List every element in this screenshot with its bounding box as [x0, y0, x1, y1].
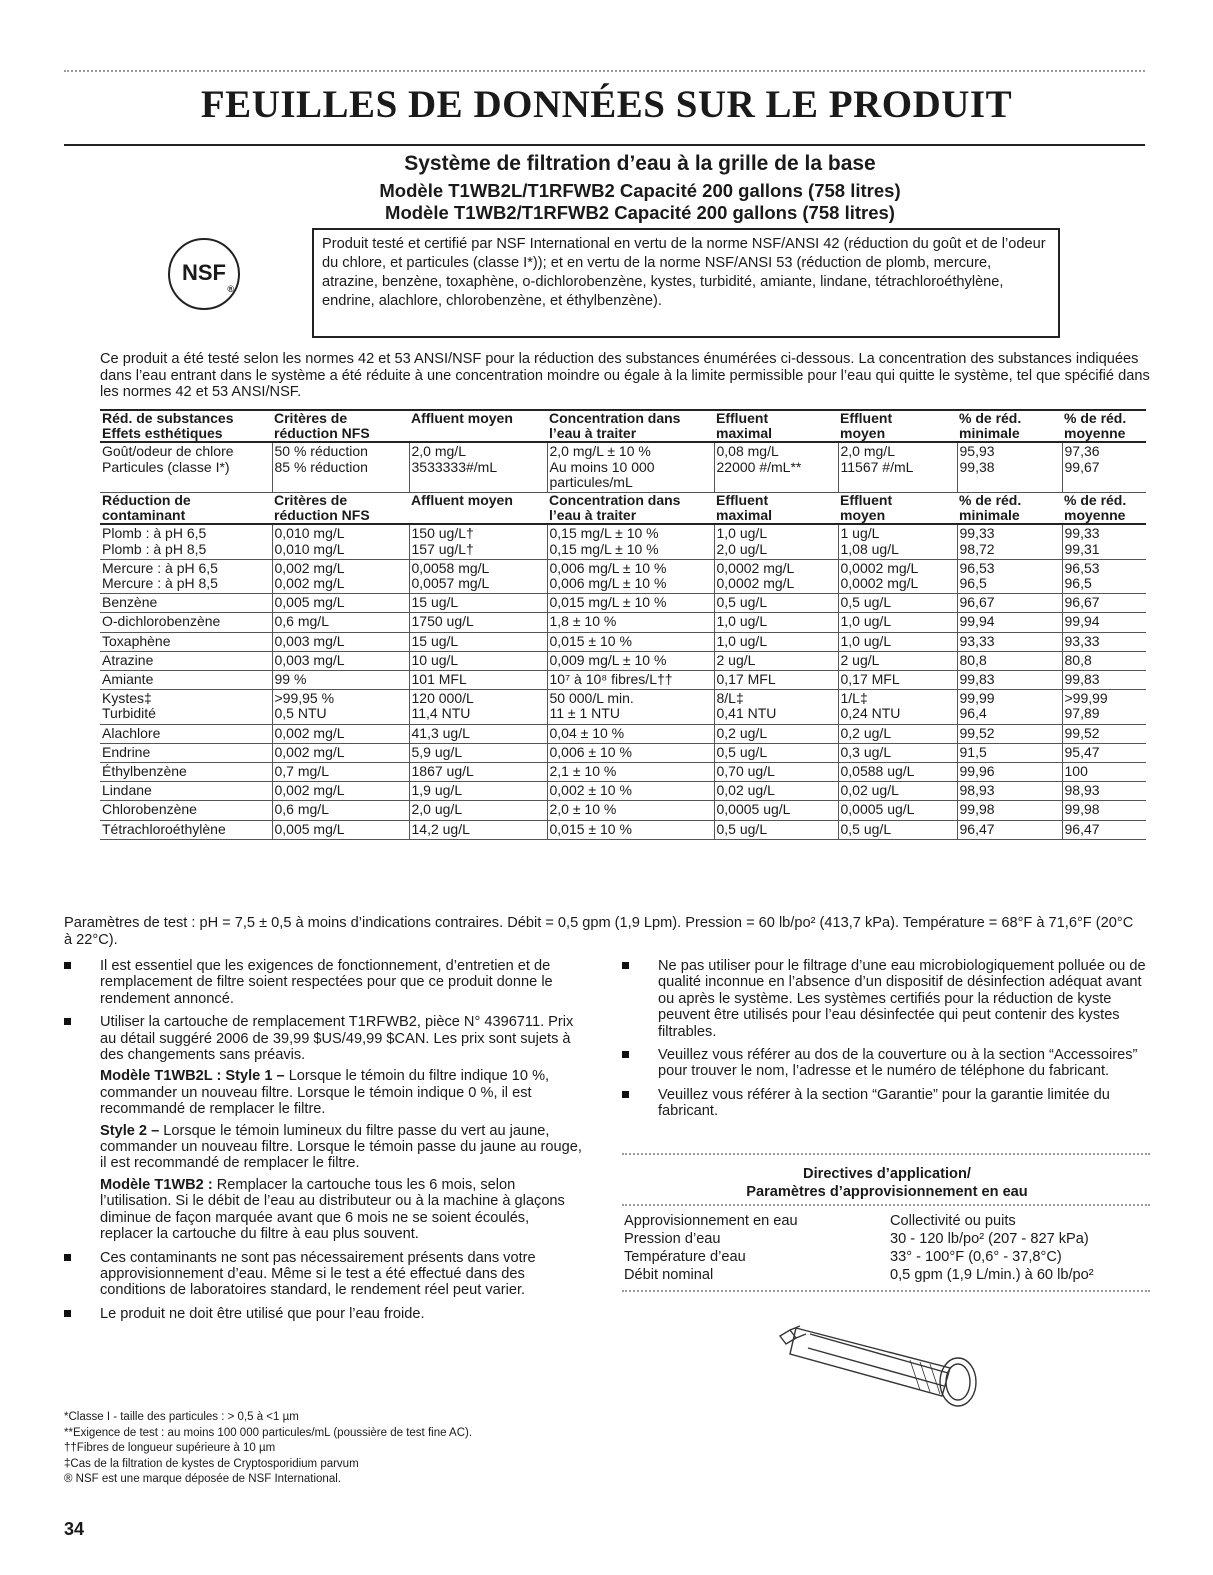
directives-row: [622, 1230, 1152, 1248]
table-cell: 99,98: [957, 801, 1062, 820]
table-cell: 96,47: [1062, 820, 1146, 839]
table-cell: O-dichlorobenzène: [100, 613, 272, 632]
table-cell: >99,99 97,89: [1062, 690, 1146, 724]
table-header-row: [100, 410, 1146, 442]
table-row: [100, 442, 1146, 492]
table-cell: 80,8: [1062, 651, 1146, 670]
table-cell: 93,33: [957, 632, 1062, 651]
table-cell: 0,5 ug/L: [714, 820, 838, 839]
parameter-value: 33° - 100°F (0,6° - 37,8°C): [890, 1249, 1062, 1265]
table-cell: 1 ug/L 1,08 ug/L: [838, 524, 957, 559]
directives-title-2: Paramètres d’approvisionnement en eau: [746, 1184, 1028, 1200]
column-header: Effluent moyen: [838, 493, 957, 525]
table-cell: 0,6 mg/L: [272, 613, 409, 632]
column-header: % de réd. minimale: [957, 493, 1062, 525]
table-cell: 0,003 mg/L: [272, 632, 409, 651]
model-line-2: Modèle T1WB2/T1RFWB2 Capacité 200 gallons (758 litres): [385, 202, 895, 223]
table-cell: 0,006 mg/L ± 10 % 0,006 mg/L ± 10 %: [547, 559, 714, 593]
table-cell: 99,94: [1062, 613, 1146, 632]
table-cell: 1,9 ug/L: [409, 782, 547, 801]
nsf-logo: NSF ®: [168, 238, 240, 310]
table-header-row: [100, 493, 1146, 525]
table-cell: 96,47: [957, 820, 1062, 839]
test-parameters: Paramètres de test : pH = 7,5 ± 0,5 à moins d’indications contraires. Débit = 0,5 gpm (1,9 Lpm). Pression = 60 lb/po² (413,7 kPa). Température = 68°F à 71,6°F (20°C à 22°C).: [64, 915, 1134, 948]
table-row: [100, 632, 1146, 651]
table-cell: 0,0002 mg/L 0,0002 mg/L: [838, 559, 957, 593]
table-cell: 0,6 mg/L: [272, 801, 409, 820]
table-cell: Benzène: [100, 594, 272, 613]
table-cell: Amiante: [100, 671, 272, 690]
table-cell: 0,02 ug/L: [838, 782, 957, 801]
table-cell: 98,93: [957, 782, 1062, 801]
table-cell: 1867 ug/L: [409, 763, 547, 782]
table-cell: Toxaphène: [100, 632, 272, 651]
table-cell: 2,0 mg/L 11567 #/mL: [838, 442, 957, 492]
column-header: Réduction de contaminant: [100, 493, 272, 525]
table-cell: 2,0 mg/L 3533333#/mL: [409, 442, 547, 492]
top-dotted-rule: [64, 70, 1145, 76]
column-header: % de réd. minimale: [957, 410, 1062, 442]
table-cell: 99,33 98,72: [957, 524, 1062, 559]
table-cell: Lindane: [100, 782, 272, 801]
table-cell: 0,003 mg/L: [272, 651, 409, 670]
table-cell: 0,17 MFL: [838, 671, 957, 690]
table-cell: 0,015 ± 10 %: [547, 632, 714, 651]
table-cell: Tétrachloroéthylène: [100, 820, 272, 839]
column-header: Concentration dans l’eau à traiter: [547, 410, 714, 442]
footnotes: [64, 1410, 472, 1488]
bullet-item: Il est essentiel que les exigences de fonctionnement, d’entretien et de remplacement de filtre soient respectées pour que ce produit donne le rendement annoncé.: [64, 958, 584, 1007]
bullet-item: Veuillez vous référer à la section “Garantie” pour la garantie limitée du fabricant.: [622, 1087, 1148, 1120]
table-row: [100, 559, 1146, 593]
table-cell: 0,0588 ug/L: [838, 763, 957, 782]
table-cell: 1/L‡ 0,24 NTU: [838, 690, 957, 724]
table-cell: Goût/odeur de chlore Particules (classe I*): [100, 442, 272, 492]
page-title: FEUILLES DE DONNÉES SUR LE PRODUIT: [200, 83, 1013, 126]
table-cell: 0,006 ± 10 %: [547, 743, 714, 762]
table-cell: 0,04 ± 10 %: [547, 724, 714, 743]
parameter-value: Collectivité ou puits: [890, 1213, 1016, 1229]
table-cell: 0,015 mg/L ± 10 %: [547, 594, 714, 613]
parameter-label: Température d’eau: [624, 1249, 746, 1265]
table-cell: 98,93: [1062, 782, 1146, 801]
footnote: ‡Cas de la filtration de kystes de Cryptosporidium parvum: [64, 1457, 359, 1470]
table-cell: 96,67: [957, 594, 1062, 613]
table-cell: 99,83: [1062, 671, 1146, 690]
table-cell: Chlorobenzène: [100, 801, 272, 820]
table-cell: 99,94: [957, 613, 1062, 632]
table-cell: 0,005 mg/L: [272, 820, 409, 839]
table-row: [100, 724, 1146, 743]
table-cell: 96,53 96,5: [1062, 559, 1146, 593]
table-cell: 8/L‡ 0,41 NTU: [714, 690, 838, 724]
table-cell: 10⁷ à 10⁸ fibres/L††: [547, 671, 714, 690]
table-row: [100, 524, 1146, 559]
directives-mid-rule: [622, 1204, 1150, 1210]
table-cell: 0,005 mg/L: [272, 594, 409, 613]
table-cell: 91,5: [957, 743, 1062, 762]
table-cell: Éthylbenzène: [100, 763, 272, 782]
directives-bottom-rule: [622, 1290, 1150, 1296]
table-cell: Plomb : à pH 6,5 Plomb : à pH 8,5: [100, 524, 272, 559]
title-rule: [64, 144, 1145, 146]
page-number: 34: [64, 1519, 85, 1539]
footnote: **Exigence de test : au moins 100 000 particules/mL (poussière de test fine AC).: [64, 1426, 473, 1439]
table-cell: 120 000/L 11,4 NTU: [409, 690, 547, 724]
table-cell: Mercure : à pH 6,5 Mercure : à pH 8,5: [100, 559, 272, 593]
table-cell: 41,3 ug/L: [409, 724, 547, 743]
table-cell: 99,52: [957, 724, 1062, 743]
table-cell: 50 000/L min. 11 ± 1 NTU: [547, 690, 714, 724]
table-cell: 0,0005 ug/L: [838, 801, 957, 820]
column-header: Réd. de substances Effets esthétiques: [100, 410, 272, 442]
directives-title-1: Directives d’application/: [803, 1166, 971, 1182]
directives-row: [622, 1266, 1152, 1284]
table-cell: 0,5 ug/L: [838, 820, 957, 839]
table-cell: 14,2 ug/L: [409, 820, 547, 839]
column-header: Critères de réduction NFS: [272, 493, 409, 525]
table-cell: 15 ug/L: [409, 632, 547, 651]
table-cell: 0,08 mg/L 22000 #/mL**: [714, 442, 838, 492]
column-header: Affluent moyen: [409, 493, 547, 525]
column-header: Effluent maximal: [714, 493, 838, 525]
parameter-label: Approvisionnement en eau: [624, 1213, 798, 1229]
bullet-item: Veuillez vous référer au dos de la couverture ou à la section “Accessoires” pour trouver le nom, l’adresse et le numéro de téléphone du fabricant.: [622, 1047, 1148, 1080]
directives-row: [622, 1248, 1152, 1266]
table-row: [100, 651, 1146, 670]
table-cell: 1,0 ug/L 2,0 ug/L: [714, 524, 838, 559]
column-header: Critères de réduction NFS: [272, 410, 409, 442]
table-cell: Kystes‡ Turbidité: [100, 690, 272, 724]
table-cell: 0,70 ug/L: [714, 763, 838, 782]
performance-table: [100, 409, 1146, 840]
footnote: *Classe I - taille des particules : > 0,5 à <1 µm: [64, 1411, 299, 1423]
table-cell: 96,53 96,5: [957, 559, 1062, 593]
table-cell: 2 ug/L: [714, 651, 838, 670]
right-bullets: [622, 958, 1148, 1127]
directives-top-rule: [622, 1153, 1150, 1159]
table-cell: Alachlore: [100, 724, 272, 743]
table-cell: 2,0 ug/L: [409, 801, 547, 820]
column-header: Concentration dans l’eau à traiter: [547, 493, 714, 525]
table-cell: 1,0 ug/L: [838, 613, 957, 632]
table-cell: 95,93 99,38: [957, 442, 1062, 492]
table-cell: 0,0002 mg/L 0,0002 mg/L: [714, 559, 838, 593]
bullet-item: Utiliser la cartouche de remplacement T1RFWB2, pièce N° 4396711. Prix au détail suggéré 2006 de 39,99 $US/49,99 $CAN. Les prix sont sujets à des changements sans préavis. Modèle T1WB2L : Style 1 – Lorsque le témoin du filtre indique 10 %, commander un nouveau filtre. Lorsque le témoin indique 0 %, il est recommandé de remplacer le filtre. Style 2 – Lorsque le témoin lumineux du filtre passe du vert au jaune, commander un nouveau filtre. Lorsque le témoin passe du jaune au rouge, il est recommandé de remplacer le filtre. Modèle T1WB2 : Remplacer la cartouche tous les 6 mois, selon l’utilisation. Si le débit de l’eau au distributeur ou à la machine à glaçons diminue de façon marquée avant que 6 mois ne se soient écoulés, replacer la cartouche du filtre à eau plus souvent.: [64, 1014, 584, 1242]
table-cell: 0,5 ug/L: [714, 743, 838, 762]
table-cell: >99,95 % 0,5 NTU: [272, 690, 409, 724]
table-cell: Atrazine: [100, 651, 272, 670]
parameter-label: Débit nominal: [624, 1267, 714, 1283]
table-cell: 95,47: [1062, 743, 1146, 762]
table-cell: 99,99 96,4: [957, 690, 1062, 724]
table-cell: 100: [1062, 763, 1146, 782]
table-row: [100, 801, 1146, 820]
footnote: ††Fibres de longueur supérieure à 10 µm: [64, 1442, 276, 1455]
section-title: Système de filtration d’eau à la grille de la base: [404, 152, 876, 175]
intro-paragraph: Ce produit a été testé selon les normes 42 et 53 ANSI/NSF pour la réduction des substances énumérées ci-dessous. La concentration des substances indiquées dans l’eau entrant dans le système a été réduite à une concentration moindre ou égale à la limite permissible pour l’eau qui quitte le système, tel que spécifié dans les normes 42 et 53 ANSI/NSF.: [100, 351, 1150, 400]
table-cell: 2,1 ± 10 %: [547, 763, 714, 782]
table-row: [100, 594, 1146, 613]
table-cell: 0,5 ug/L: [838, 594, 957, 613]
table-row: [100, 763, 1146, 782]
table-cell: 0,015 ± 10 %: [547, 820, 714, 839]
table-cell: 99 %: [272, 671, 409, 690]
column-header: Effluent moyen: [838, 410, 957, 442]
table-cell: 93,33: [1062, 632, 1146, 651]
table-cell: 2,0 mg/L ± 10 % Au moins 10 000 particules/mL: [547, 442, 714, 492]
table-row: [100, 690, 1146, 724]
bullet-item: Ne pas utiliser pour le filtrage d’une eau microbiologiquement polluée ou de qualité inconnue en l’absence d’un dispositif de désinfection adéquat avant ou après le système. Les systèmes certifiés pour la réduction de kyste peuvent être utilisés pour l’eau désinfectée qui peut contenir des kystes filtrables.: [622, 958, 1148, 1040]
directives-table: [622, 1212, 1152, 1284]
table-cell: 101 MFL: [409, 671, 547, 690]
column-header: % de réd. moyenne: [1062, 493, 1146, 525]
table-cell: Endrine: [100, 743, 272, 762]
column-header: Effluent maximal: [714, 410, 838, 442]
certification-box: Produit testé et certifié par NSF International en vertu de la norme NSF/ANSI 42 (réduction du goût et de l’odeur du chlore, et particules (classe I*)); et en vertu de la norme NSF/ANSI 53 (réduction de plomb, mercure, atrazine, benzène, toxaphène, o-dichlorobenzène, kystes, turbidité, amiante, lindane, tétrachloroéthylène, endrine, alachlore, chlorobenzène, et éthylbenzène).: [312, 228, 1060, 338]
table-cell: 99,98: [1062, 801, 1146, 820]
table-cell: 0,002 mg/L: [272, 782, 409, 801]
table-cell: 99,83: [957, 671, 1062, 690]
column-header: % de réd. moyenne: [1062, 410, 1146, 442]
parameter-label: Pression d’eau: [624, 1231, 721, 1247]
table-row: [100, 671, 1146, 690]
table-row: [100, 820, 1146, 839]
table-cell: 97,36 99,67: [1062, 442, 1146, 492]
table-cell: 0,2 ug/L: [714, 724, 838, 743]
table-row: [100, 743, 1146, 762]
table-cell: 96,67: [1062, 594, 1146, 613]
table-cell: 150 ug/L† 157 ug/L†: [409, 524, 547, 559]
table-cell: 50 % réduction 85 % réduction: [272, 442, 409, 492]
table-cell: 1,0 ug/L: [838, 632, 957, 651]
table-cell: 99,96: [957, 763, 1062, 782]
filter-cartridge-illustration: [770, 1318, 990, 1408]
table-cell: 1,0 ug/L: [714, 613, 838, 632]
table-cell: 0,0058 mg/L 0,0057 mg/L: [409, 559, 547, 593]
table-cell: 1,8 ± 10 %: [547, 613, 714, 632]
table-cell: 0,002 mg/L: [272, 724, 409, 743]
left-bullets: [64, 958, 584, 1329]
table-cell: 10 ug/L: [409, 651, 547, 670]
table-cell: 2 ug/L: [838, 651, 957, 670]
table-cell: 99,33 99,31: [1062, 524, 1146, 559]
table-cell: 15 ug/L: [409, 594, 547, 613]
table-cell: 0,17 MFL: [714, 671, 838, 690]
table-cell: 0,009 mg/L ± 10 %: [547, 651, 714, 670]
table-cell: 0,02 ug/L: [714, 782, 838, 801]
bullet-item: Ces contaminants ne sont pas nécessairement présents dans votre approvisionnement d’eau. Même si le test a été effectué dans des conditions de laboratoires standard, le rendement réel peut varier.: [64, 1250, 584, 1299]
parameter-value: 30 - 120 lb/po² (207 - 827 kPa): [890, 1231, 1089, 1247]
table-cell: 0,3 ug/L: [838, 743, 957, 762]
footnote: ® NSF est une marque déposée de NSF International.: [64, 1473, 341, 1486]
table-cell: 0,15 mg/L ± 10 % 0,15 mg/L ± 10 %: [547, 524, 714, 559]
table-cell: 5,9 ug/L: [409, 743, 547, 762]
table-cell: 80,8: [957, 651, 1062, 670]
table-row: [100, 613, 1146, 632]
table-row: [100, 782, 1146, 801]
parameter-value: 0,5 gpm (1,9 L/min.) à 60 lb/po²: [890, 1267, 1094, 1283]
table-cell: 0,010 mg/L 0,010 mg/L: [272, 524, 409, 559]
table-cell: 2,0 ± 10 %: [547, 801, 714, 820]
column-header: Affluent moyen: [409, 410, 547, 442]
table-cell: 1750 ug/L: [409, 613, 547, 632]
table-cell: 1,0 ug/L: [714, 632, 838, 651]
table-cell: 0,002 ± 10 %: [547, 782, 714, 801]
bullet-item: Le produit ne doit être utilisé que pour l’eau froide.: [64, 1306, 584, 1322]
table-cell: 0,002 mg/L 0,002 mg/L: [272, 559, 409, 593]
directives-row: [622, 1212, 1152, 1230]
table-cell: 0,2 ug/L: [838, 724, 957, 743]
table-cell: 99,52: [1062, 724, 1146, 743]
table-cell: 0,002 mg/L: [272, 743, 409, 762]
table-cell: 0,5 ug/L: [714, 594, 838, 613]
table-cell: 0,7 mg/L: [272, 763, 409, 782]
model-line-1: Modèle T1WB2L/T1RFWB2 Capacité 200 gallons (758 litres): [379, 180, 901, 201]
table-cell: 0,0005 ug/L: [714, 801, 838, 820]
